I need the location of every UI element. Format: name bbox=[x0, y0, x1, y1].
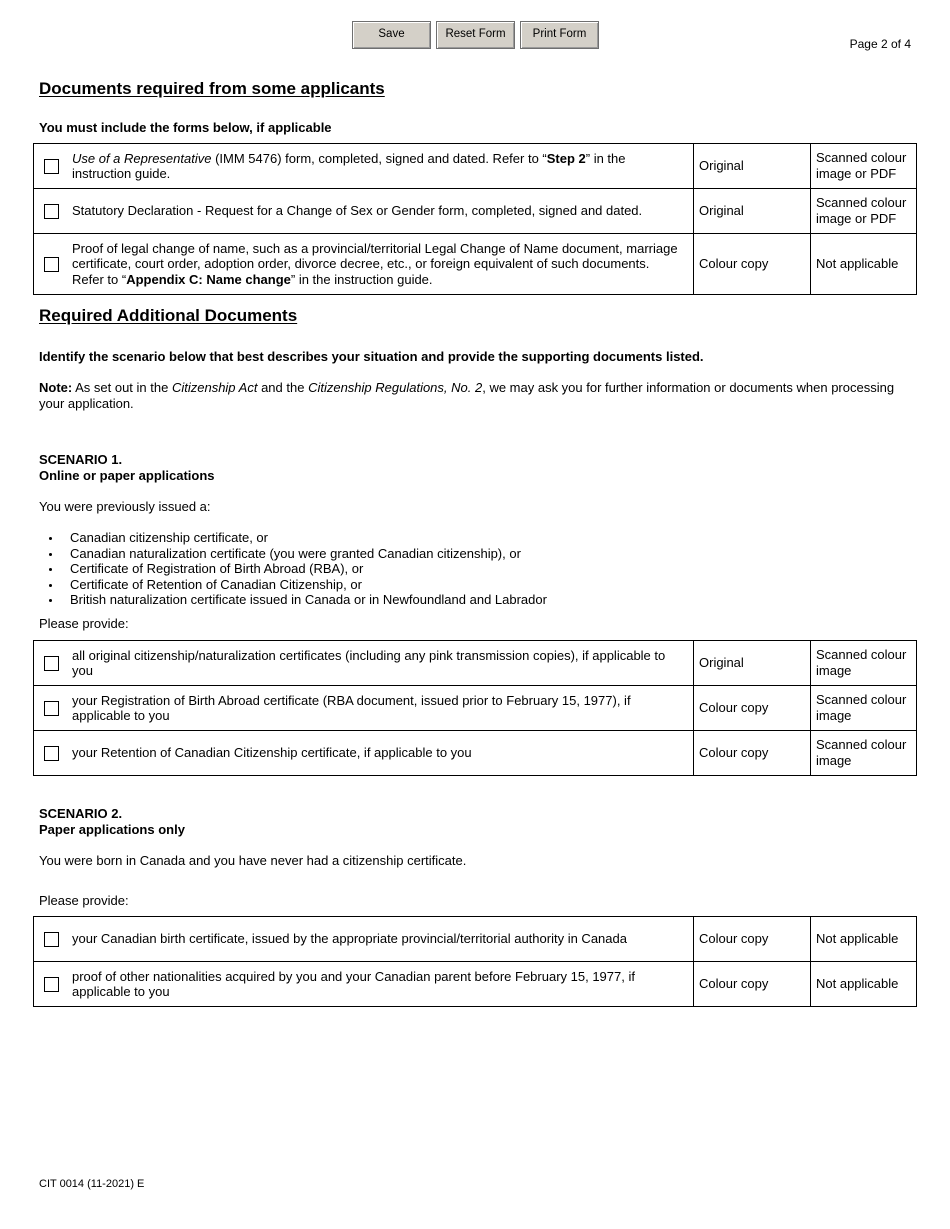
checkbox-representative-form[interactable] bbox=[44, 159, 59, 174]
scenario-1-intro: You were previously issued a: bbox=[39, 499, 211, 514]
document-format: Not applicable bbox=[811, 234, 917, 295]
table-row bbox=[34, 731, 917, 776]
table-row bbox=[34, 144, 917, 189]
row-description: Use of a Representative (IMM 5476) form, completed, signed and dated. Refer to “Step 2” in the instruction guide. bbox=[72, 150, 626, 181]
list-item: Certificate of Retention of Canadian Citizenship, or bbox=[39, 577, 547, 593]
scenario-2-provide: Please provide: bbox=[39, 893, 129, 908]
checkbox-other-nationalities[interactable] bbox=[44, 977, 59, 992]
list-item: Certificate of Registration of Birth Abroad (RBA), or bbox=[39, 561, 547, 577]
row-description: all original citizenship/naturalization certificates (including any pink transmission copies), if applicable to you bbox=[72, 647, 666, 678]
document-type: Colour copy bbox=[694, 962, 811, 1007]
document-format: Scanned colour image or PDF bbox=[811, 144, 917, 189]
list-item: Canadian naturalization certificate (you were granted Canadian citizenship), or bbox=[39, 546, 547, 562]
row-description: Statutory Declaration - Request for a Change of Sex or Gender form, completed, signed and dated. bbox=[72, 203, 643, 219]
document-format: Scanned colour image bbox=[811, 686, 917, 731]
document-type: Colour copy bbox=[694, 917, 811, 962]
row-description: Proof of legal change of name, such as a provincial/territorial Legal Change of Name document, marriage certificate, court order, adoption order, divorce decree, etc., or foreign equivalent of such documents. Refer to “Appendix C: Name change” in the instruction guide. bbox=[72, 240, 678, 287]
form-toolbar bbox=[352, 21, 599, 49]
checkbox-retention-certificate[interactable] bbox=[44, 746, 59, 761]
scenario-2-table bbox=[33, 916, 917, 1007]
scenario-1-title: SCENARIO 1. bbox=[39, 452, 123, 467]
some-applicants-table bbox=[33, 143, 917, 295]
section-heading-some-applicants: Documents required from some applicants bbox=[39, 79, 385, 98]
scenario-1-subtitle: Online or paper applications bbox=[39, 468, 215, 483]
scenario-1-provide: Please provide: bbox=[39, 616, 129, 631]
row-description: proof of other nationalities acquired by you and your Canadian parent before February 15, 1977, if applicable to you bbox=[72, 968, 635, 999]
document-type: Original bbox=[694, 641, 811, 686]
section-subheading: You must include the forms below, if applicable bbox=[39, 120, 332, 135]
table-row bbox=[34, 917, 917, 962]
table-row bbox=[34, 686, 917, 731]
list-item: Canadian citizenship certificate, or bbox=[39, 530, 547, 546]
document-type: Original bbox=[694, 144, 811, 189]
scenario-2-intro: You were born in Canada and you have never had a citizenship certificate. bbox=[39, 853, 467, 868]
table-row bbox=[34, 189, 917, 234]
document-type: Original bbox=[694, 189, 811, 234]
list-item: British naturalization certificate issued in Canada or in Newfoundland and Labrador bbox=[39, 592, 547, 608]
scenario-1-table bbox=[33, 640, 917, 776]
document-format: Scanned colour image bbox=[811, 641, 917, 686]
document-type: Colour copy bbox=[694, 731, 811, 776]
reset-form-button[interactable]: Reset Form bbox=[436, 21, 515, 49]
document-type: Colour copy bbox=[694, 686, 811, 731]
checkbox-name-change-proof[interactable] bbox=[44, 257, 59, 272]
scenario-instruction: Identify the scenario below that best describes your situation and provide the supporting documents listed. bbox=[39, 349, 704, 364]
row-description: your Canadian birth certificate, issued by the appropriate provincial/territorial authority in Canada bbox=[72, 931, 627, 947]
row-description: your Registration of Birth Abroad certificate (RBA document, issued prior to February 15, 1977), if applicable to you bbox=[72, 692, 631, 723]
row-description: your Retention of Canadian Citizenship certificate, if applicable to you bbox=[72, 745, 472, 761]
table-row bbox=[34, 641, 917, 686]
table-row bbox=[34, 962, 917, 1007]
document-format: Scanned colour image bbox=[811, 731, 917, 776]
scenario-2-title: SCENARIO 2. bbox=[39, 806, 123, 821]
form-code-footer: CIT 0014 (11-2021) E bbox=[39, 1178, 145, 1190]
print-form-button[interactable]: Print Form bbox=[520, 21, 599, 49]
scenario-2-subtitle: Paper applications only bbox=[39, 822, 185, 837]
checkbox-rba-certificate[interactable] bbox=[44, 701, 59, 716]
checkbox-statutory-declaration[interactable] bbox=[44, 204, 59, 219]
document-type: Colour copy bbox=[694, 234, 811, 295]
page-number: Page 2 of 4 bbox=[849, 37, 911, 51]
certificate-list bbox=[39, 530, 547, 608]
document-format: Scanned colour image or PDF bbox=[811, 189, 917, 234]
save-button[interactable]: Save bbox=[352, 21, 431, 49]
checkbox-birth-certificate[interactable] bbox=[44, 932, 59, 947]
document-format: Not applicable bbox=[811, 962, 917, 1007]
checkbox-original-certificates[interactable] bbox=[44, 656, 59, 671]
table-row bbox=[34, 234, 917, 295]
document-format: Not applicable bbox=[811, 917, 917, 962]
section-heading-additional-documents: Required Additional Documents bbox=[39, 306, 298, 325]
note-paragraph: Note: As set out in the Citizenship Act and the Citizenship Regulations, No. 2, we may ask you for further information or documents when processing your application. bbox=[39, 380, 895, 411]
